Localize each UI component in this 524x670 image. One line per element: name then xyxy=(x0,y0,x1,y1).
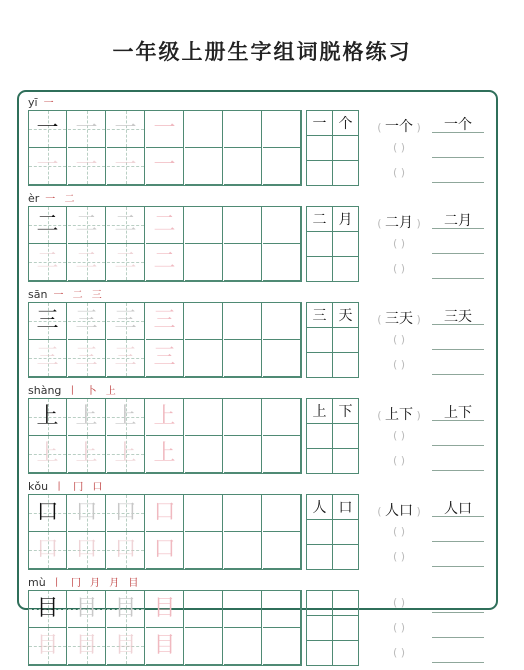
writing-cell[interactable] xyxy=(263,532,301,569)
writing-cell[interactable] xyxy=(224,340,262,377)
word-cell[interactable] xyxy=(333,591,359,616)
word-text: 上下 xyxy=(385,407,413,423)
writing-cell[interactable] xyxy=(29,340,67,377)
word-cell[interactable] xyxy=(307,424,333,449)
writing-cell[interactable] xyxy=(68,532,106,569)
practice-char: 口 xyxy=(153,537,176,562)
writing-cell[interactable] xyxy=(107,244,145,281)
writing-cell[interactable] xyxy=(224,148,262,185)
word-parenthesis[interactable]: ( 一个 ) xyxy=(377,119,421,135)
writing-cell[interactable] xyxy=(146,399,184,436)
writing-cell[interactable] xyxy=(146,207,184,244)
word-grid xyxy=(306,494,359,570)
practice-grid xyxy=(28,302,302,378)
writing-cell[interactable] xyxy=(68,399,106,436)
answer-line[interactable] xyxy=(432,253,484,254)
writing-cell[interactable] xyxy=(263,340,301,377)
stroke-order: 一 二 xyxy=(45,194,78,205)
answer-line[interactable] xyxy=(432,324,484,325)
word-lines xyxy=(432,398,484,474)
answer-line[interactable] xyxy=(432,445,484,446)
practice-char: 二 xyxy=(75,249,98,274)
writing-cell[interactable] xyxy=(263,303,301,340)
writing-cell[interactable] xyxy=(185,436,223,473)
pinyin-label xyxy=(28,190,77,204)
page-title: 一年级上册生字组词脱格练习 xyxy=(112,39,412,64)
word-parenthesis[interactable]: ( ) xyxy=(392,429,406,442)
practice-char: 口 xyxy=(75,537,98,562)
writing-cell[interactable] xyxy=(29,436,67,473)
writing-cell[interactable] xyxy=(146,532,184,569)
writing-cell[interactable] xyxy=(107,303,145,340)
word-cell[interactable] xyxy=(333,449,359,474)
writing-cell[interactable] xyxy=(146,591,184,628)
practice-grid xyxy=(28,206,302,282)
answer-line[interactable] xyxy=(432,612,484,613)
practice-char: 二 xyxy=(114,212,137,237)
word-grid xyxy=(306,398,359,474)
word-parenthesis[interactable]: ( ) xyxy=(392,550,406,563)
char-row xyxy=(19,574,496,670)
practice-char: 目 xyxy=(114,633,137,658)
writing-cell[interactable] xyxy=(29,399,67,436)
char-row xyxy=(19,382,496,478)
writing-cell[interactable] xyxy=(185,148,223,185)
writing-cell[interactable] xyxy=(29,591,67,628)
practice-char: 二 xyxy=(114,249,137,274)
writing-cell[interactable] xyxy=(146,436,184,473)
practice-grid xyxy=(28,110,302,186)
practice-char: 二 xyxy=(36,249,59,274)
word-cell[interactable] xyxy=(333,257,359,282)
word-text: 上下 xyxy=(444,405,472,421)
word-cell[interactable] xyxy=(333,616,359,641)
practice-char: 口 xyxy=(36,500,59,525)
word-cell[interactable] xyxy=(307,161,333,186)
writing-cell[interactable] xyxy=(224,207,262,244)
writing-cell[interactable] xyxy=(107,436,145,473)
word-text: 一个 xyxy=(385,119,413,135)
writing-cell[interactable] xyxy=(29,303,67,340)
practice-char: 上 xyxy=(36,404,59,429)
answer-line[interactable] xyxy=(432,662,484,663)
practice-char: 三 xyxy=(36,308,59,333)
pinyin-text: mù xyxy=(28,576,46,589)
answer-line[interactable] xyxy=(432,637,484,638)
practice-char: 一 xyxy=(114,153,137,178)
pinyin-text: shàng xyxy=(28,384,62,397)
word-cell[interactable]: 口 xyxy=(333,495,359,520)
practice-char: 上 xyxy=(75,441,98,466)
practice-char: 上 xyxy=(114,404,137,429)
word-parenthesis[interactable]: ( 二月 ) xyxy=(377,215,421,231)
word-parenthesis[interactable]: ( 上下 ) xyxy=(377,407,421,423)
word-cell[interactable]: 二 xyxy=(307,207,333,232)
writing-cell[interactable] xyxy=(107,148,145,185)
word-parenthesis[interactable]: ( ) xyxy=(392,621,406,634)
writing-cell[interactable] xyxy=(224,628,262,665)
stroke-order: 丨 冂 月 月 目 xyxy=(51,578,142,589)
word-cell[interactable] xyxy=(333,353,359,378)
char-row xyxy=(19,286,496,382)
writing-cell[interactable] xyxy=(146,244,184,281)
word-grid xyxy=(306,110,359,186)
worksheet-frame xyxy=(17,90,498,659)
word-parenthesis[interactable]: ( ) xyxy=(392,358,406,371)
word-cell[interactable]: 下 xyxy=(333,399,359,424)
practice-char: 目 xyxy=(114,596,137,621)
writing-cell[interactable] xyxy=(107,628,145,665)
practice-char: 一 xyxy=(75,153,98,178)
practice-char: 三 xyxy=(36,345,59,370)
writing-cell[interactable] xyxy=(146,303,184,340)
char-row xyxy=(19,94,496,190)
word-cell[interactable] xyxy=(307,616,333,641)
pinyin-label xyxy=(28,478,105,492)
writing-cell[interactable] xyxy=(107,532,145,569)
practice-char: 三 xyxy=(114,308,137,333)
practice-char: 口 xyxy=(114,500,137,525)
writing-cell[interactable] xyxy=(107,207,145,244)
writing-cell[interactable] xyxy=(224,591,262,628)
writing-cell[interactable] xyxy=(185,340,223,377)
practice-char: 三 xyxy=(153,308,176,333)
practice-char: 口 xyxy=(75,500,98,525)
char-row xyxy=(19,190,496,286)
word-parenthesis[interactable]: ( ) xyxy=(392,454,406,467)
word-parenthesis[interactable]: ( ) xyxy=(392,525,406,538)
pinyin-text: èr xyxy=(28,192,40,205)
writing-cell[interactable] xyxy=(263,436,301,473)
word-parenthesis[interactable]: ( ) xyxy=(392,596,406,609)
word-cell[interactable] xyxy=(307,591,333,616)
writing-cell[interactable] xyxy=(107,111,145,148)
writing-cell[interactable] xyxy=(107,340,145,377)
word-cell[interactable] xyxy=(333,641,359,666)
answer-line[interactable] xyxy=(432,228,484,229)
writing-cell[interactable] xyxy=(146,340,184,377)
word-cell[interactable] xyxy=(333,520,359,545)
writing-cell[interactable] xyxy=(29,628,67,665)
writing-cell[interactable] xyxy=(68,495,106,532)
practice-char: 三 xyxy=(75,308,98,333)
word-parenthesis[interactable]: ( 人口 ) xyxy=(377,503,421,519)
word-cell[interactable] xyxy=(333,161,359,186)
word-cell[interactable]: 一 xyxy=(307,111,333,136)
writing-cell[interactable] xyxy=(263,495,301,532)
answer-line[interactable] xyxy=(432,349,484,350)
writing-cell[interactable] xyxy=(263,244,301,281)
answer-line[interactable] xyxy=(432,420,484,421)
word-parenthesis[interactable]: ( 三天 ) xyxy=(377,311,421,327)
writing-cell[interactable] xyxy=(224,303,262,340)
word-text: 二月 xyxy=(385,215,413,231)
stroke-order: 丨 卜 上 xyxy=(67,386,119,397)
writing-cell[interactable] xyxy=(68,303,106,340)
practice-char: 一 xyxy=(153,116,176,141)
practice-grid xyxy=(28,494,302,570)
word-cell[interactable]: 个 xyxy=(333,111,359,136)
writing-cell[interactable] xyxy=(29,495,67,532)
stroke-order: 一 二 三 xyxy=(53,290,105,301)
practice-char: 二 xyxy=(153,249,176,274)
word-parenthesis[interactable]: ( ) xyxy=(392,646,406,659)
writing-cell[interactable] xyxy=(29,207,67,244)
writing-cell[interactable] xyxy=(263,207,301,244)
practice-char: 一 xyxy=(75,116,98,141)
writing-cell[interactable] xyxy=(68,340,106,377)
writing-cell[interactable] xyxy=(224,436,262,473)
char-row xyxy=(19,478,496,574)
practice-char: 三 xyxy=(153,345,176,370)
word-cell[interactable] xyxy=(333,232,359,257)
writing-cell[interactable] xyxy=(263,628,301,665)
pinyin-label xyxy=(28,94,57,108)
practice-char: 二 xyxy=(36,212,59,237)
writing-cell[interactable] xyxy=(263,148,301,185)
writing-cell[interactable] xyxy=(185,591,223,628)
answer-line[interactable] xyxy=(432,132,484,133)
answer-line[interactable] xyxy=(432,470,484,471)
writing-cell[interactable] xyxy=(68,148,106,185)
writing-cell[interactable] xyxy=(68,628,106,665)
word-cell[interactable] xyxy=(333,545,359,570)
word-cell[interactable] xyxy=(307,136,333,161)
word-lines xyxy=(432,494,484,570)
writing-cell[interactable] xyxy=(68,207,106,244)
writing-cell[interactable] xyxy=(29,532,67,569)
writing-cell[interactable] xyxy=(185,532,223,569)
word-text: 人口 xyxy=(444,501,472,517)
word-parenthesis[interactable]: ( ) xyxy=(392,262,406,275)
pinyin-label xyxy=(28,382,119,396)
pinyin-label xyxy=(28,286,105,300)
word-parenthesis[interactable]: ( ) xyxy=(392,166,406,179)
writing-cell[interactable] xyxy=(146,111,184,148)
practice-char: 一 xyxy=(114,116,137,141)
practice-char: 目 xyxy=(153,596,176,621)
writing-cell[interactable] xyxy=(146,495,184,532)
word-cell[interactable] xyxy=(307,545,333,570)
practice-char: 目 xyxy=(153,633,176,658)
practice-char: 三 xyxy=(114,345,137,370)
answer-line[interactable] xyxy=(432,157,484,158)
practice-char: 二 xyxy=(75,212,98,237)
word-lines xyxy=(432,590,484,666)
practice-char: 口 xyxy=(36,537,59,562)
pinyin-text: yī xyxy=(28,96,38,109)
practice-char: 口 xyxy=(114,537,137,562)
word-text: 二月 xyxy=(444,213,472,229)
word-cell[interactable] xyxy=(333,328,359,353)
writing-cell[interactable] xyxy=(29,244,67,281)
answer-line[interactable] xyxy=(432,182,484,183)
word-text: 三天 xyxy=(385,311,413,327)
word-parenthesis[interactable]: ( ) xyxy=(392,237,406,250)
writing-cell[interactable] xyxy=(107,399,145,436)
practice-grid xyxy=(28,398,302,474)
word-cell[interactable]: 天 xyxy=(333,303,359,328)
stroke-order: 丨 冂 口 xyxy=(54,482,106,493)
writing-cell[interactable] xyxy=(185,207,223,244)
writing-cell[interactable] xyxy=(185,399,223,436)
word-cell[interactable]: 三 xyxy=(307,303,333,328)
word-parenthesis[interactable]: ( ) xyxy=(392,333,406,346)
practice-char: 目 xyxy=(36,633,59,658)
practice-char: 目 xyxy=(75,596,98,621)
writing-cell[interactable] xyxy=(224,495,262,532)
word-cell[interactable] xyxy=(307,353,333,378)
word-cell[interactable] xyxy=(307,232,333,257)
writing-cell[interactable] xyxy=(263,111,301,148)
word-cell[interactable] xyxy=(333,424,359,449)
writing-cell[interactable] xyxy=(185,628,223,665)
word-cell[interactable] xyxy=(307,520,333,545)
writing-cell[interactable] xyxy=(146,628,184,665)
practice-char: 上 xyxy=(36,441,59,466)
writing-cell[interactable] xyxy=(68,244,106,281)
practice-char: 上 xyxy=(153,404,176,429)
practice-char: 一 xyxy=(36,153,59,178)
practice-char: 口 xyxy=(153,500,176,525)
writing-cell[interactable] xyxy=(224,532,262,569)
pinyin-label xyxy=(28,574,141,588)
writing-cell[interactable] xyxy=(263,591,301,628)
writing-cell[interactable] xyxy=(29,111,67,148)
answer-line[interactable] xyxy=(432,374,484,375)
word-lines xyxy=(432,206,484,282)
word-text: 三天 xyxy=(444,309,472,325)
writing-cell[interactable] xyxy=(224,399,262,436)
word-lines xyxy=(432,110,484,186)
writing-cell[interactable] xyxy=(224,111,262,148)
writing-cell[interactable] xyxy=(107,495,145,532)
word-cell[interactable] xyxy=(307,449,333,474)
practice-char: 上 xyxy=(153,441,176,466)
practice-char: 三 xyxy=(75,345,98,370)
practice-char: 目 xyxy=(75,633,98,658)
writing-cell[interactable] xyxy=(68,111,106,148)
writing-cell[interactable] xyxy=(107,591,145,628)
writing-cell[interactable] xyxy=(68,436,106,473)
practice-char: 一 xyxy=(36,116,59,141)
word-text: 人口 xyxy=(385,503,413,519)
writing-cell[interactable] xyxy=(185,303,223,340)
word-cell[interactable] xyxy=(307,328,333,353)
answer-line[interactable] xyxy=(432,566,484,567)
answer-line[interactable] xyxy=(432,278,484,279)
stroke-order: 一 xyxy=(43,98,57,109)
pinyin-text: kǒu xyxy=(28,480,49,493)
answer-line[interactable] xyxy=(432,541,484,542)
writing-cell[interactable] xyxy=(29,148,67,185)
word-cell[interactable]: 人 xyxy=(307,495,333,520)
word-grid xyxy=(306,206,359,282)
practice-char: 二 xyxy=(153,212,176,237)
practice-char: 一 xyxy=(153,153,176,178)
practice-char: 上 xyxy=(114,441,137,466)
word-text: 一个 xyxy=(444,117,472,133)
writing-cell[interactable] xyxy=(185,495,223,532)
writing-cell[interactable] xyxy=(185,111,223,148)
answer-line[interactable] xyxy=(432,516,484,517)
word-cell[interactable]: 月 xyxy=(333,207,359,232)
word-cell[interactable] xyxy=(307,641,333,666)
word-grid xyxy=(306,590,359,666)
word-grid xyxy=(306,302,359,378)
practice-char: 目 xyxy=(36,596,59,621)
pinyin-text: sān xyxy=(28,288,48,301)
writing-cell[interactable] xyxy=(68,591,106,628)
word-cell[interactable]: 上 xyxy=(307,399,333,424)
writing-cell[interactable] xyxy=(146,148,184,185)
writing-cell[interactable] xyxy=(224,244,262,281)
word-cell[interactable] xyxy=(333,136,359,161)
word-lines xyxy=(432,302,484,378)
writing-cell[interactable] xyxy=(185,244,223,281)
practice-grid xyxy=(28,590,302,666)
word-parenthesis[interactable]: ( ) xyxy=(392,141,406,154)
practice-char: 上 xyxy=(75,404,98,429)
writing-cell[interactable] xyxy=(263,399,301,436)
word-cell[interactable] xyxy=(307,257,333,282)
